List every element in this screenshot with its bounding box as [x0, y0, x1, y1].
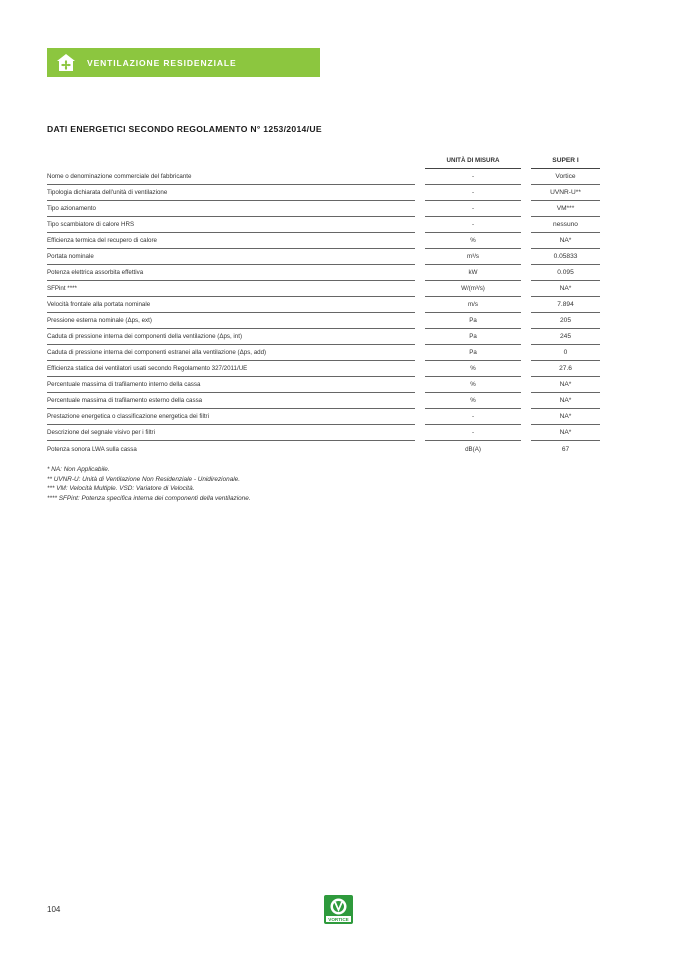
row-label: Prestazione energetica o classificazione energetica dei filtri [47, 409, 415, 425]
table-row [47, 281, 600, 297]
header-unit: UNITÀ DI MISURA [425, 152, 521, 169]
row-value: NA* [531, 409, 600, 425]
row-value: NA* [531, 393, 600, 409]
row-unit: Pa [425, 313, 521, 329]
row-unit: % [425, 393, 521, 409]
energy-data-table [47, 152, 600, 457]
table-row [47, 169, 600, 185]
row-value: 7.894 [531, 297, 600, 313]
row-value: 205 [531, 313, 600, 329]
row-unit: kW [425, 265, 521, 281]
table-row [47, 345, 600, 361]
row-value: NA* [531, 377, 600, 393]
row-label: Potenza sonora LWA sulla cassa [47, 445, 137, 453]
table-row [47, 297, 600, 313]
footnote: *** VM: Velocità Multiple. VSD: Variatore di Velocità. [47, 485, 195, 493]
row-unit: Pa [425, 345, 521, 361]
row-value: NA* [531, 281, 600, 297]
row-value: 0.095 [531, 265, 600, 281]
row-unit: Pa [425, 329, 521, 345]
row-label: Percentuale massima di trafilamento interno della cassa [47, 377, 415, 393]
table-row [47, 249, 600, 265]
row-label: Tipologia dichiarata dell'unità di ventilazione [47, 185, 415, 201]
row-unit: - [425, 201, 521, 217]
row-value: 27.6 [531, 361, 600, 377]
row-value: 67 [561, 445, 570, 453]
row-label: Pressione esterna nominale (Δps, ext) [47, 313, 415, 329]
table-row [47, 329, 600, 345]
row-label: Tipo azionamento [47, 201, 415, 217]
table-row [47, 409, 600, 425]
row-value: Vortice [531, 169, 600, 185]
row-label: Descrizione del segnale visivo per i filtri [47, 425, 415, 441]
table-header [47, 152, 600, 169]
row-value: 0.05833 [531, 249, 600, 265]
row-label: Efficienza statica dei ventilatori usati secondo Regolamento 327/2011/UE [47, 361, 415, 377]
row-value: 245 [531, 329, 600, 345]
table-row [47, 201, 600, 217]
table-row [47, 361, 600, 377]
header-value: SUPER I [531, 152, 600, 169]
row-value: nessuno [531, 217, 600, 233]
row-unit: - [425, 409, 521, 425]
table-row [47, 425, 600, 441]
row-label: Portata nominale [47, 249, 415, 265]
row-label: Efficienza termica del recupero di calore [47, 233, 415, 249]
footnote: * NA: Non Applicabile. [47, 466, 110, 473]
section-banner [47, 48, 320, 77]
row-value: VM*** [531, 201, 600, 217]
row-label: SFPint **** [47, 281, 415, 297]
table-row [47, 265, 600, 281]
row-value: NA* [531, 233, 600, 249]
row-unit: dB(A) [465, 445, 481, 453]
row-unit: - [425, 425, 521, 441]
row-value: NA* [531, 425, 600, 441]
footnotes [47, 465, 251, 503]
table-row [47, 233, 600, 249]
row-unit: - [425, 185, 521, 201]
row-unit: W/(m³/s) [425, 281, 521, 297]
logo-text: VORTICE [328, 916, 349, 922]
table-body [47, 169, 600, 457]
banner-title: VENTILAZIONE RESIDENZIALE [87, 57, 237, 68]
vortice-logo-icon [324, 895, 353, 924]
row-unit: % [425, 233, 521, 249]
row-unit: - [425, 169, 521, 185]
row-label: Velocità frontale alla portata nominale [47, 297, 415, 313]
house-fan-icon [53, 48, 79, 77]
row-label: Tipo scambiatore di calore HRS [47, 217, 415, 233]
table-row [47, 185, 600, 201]
row-label: Caduta di pressione interna dei componenti della ventilazione (Δps, int) [47, 329, 415, 345]
page-number: 104 [47, 905, 61, 914]
row-unit: m/s [425, 297, 521, 313]
row-unit: % [425, 377, 521, 393]
footnote: **** SFPint: Potenza specifica interna dei componenti della ventilazione. [47, 494, 251, 502]
table-row [47, 217, 600, 233]
row-label: Nome o denominazione commerciale del fabbricante [47, 169, 415, 185]
row-unit: - [425, 217, 521, 233]
table-row [47, 441, 600, 457]
row-label: Percentuale massima di trafilamento esterno della cassa [47, 393, 415, 409]
row-label: Caduta di pressione interna dei componenti estranei alla ventilazione (Δps, add) [47, 345, 415, 361]
table-row [47, 393, 600, 409]
row-label: Potenza elettrica assorbita effettiva [47, 265, 415, 281]
section-title: DATI ENERGETICI SECONDO REGOLAMENTO N° 1253/2014/UE [47, 124, 322, 134]
row-value: UVNR-U** [531, 185, 600, 201]
footnote: ** UVNR-U: Unità di Ventilazione Non Residenziale - Unidirezionale. [47, 475, 240, 483]
row-value: 0 [531, 345, 600, 361]
table-row [47, 313, 600, 329]
table-row [47, 377, 600, 393]
row-unit: % [425, 361, 521, 377]
row-unit: m³/s [425, 249, 521, 265]
